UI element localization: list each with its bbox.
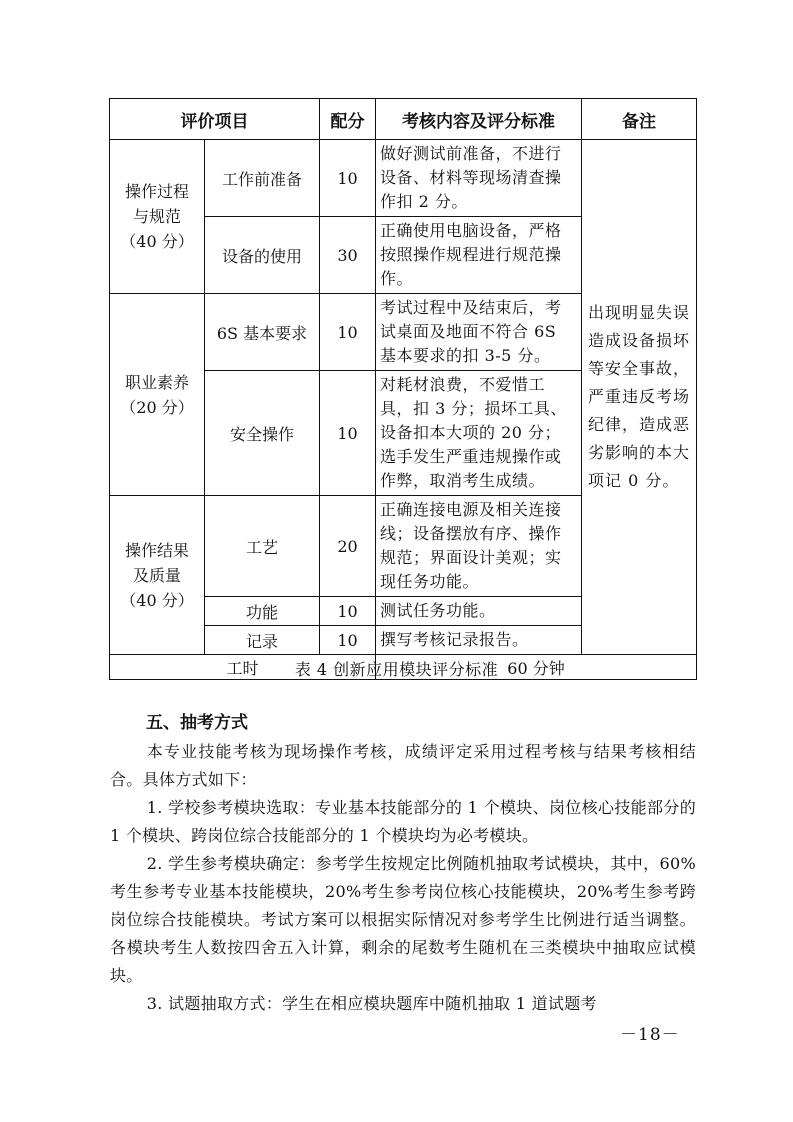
section-title: 五、抽考方式	[146, 713, 248, 733]
header-evaluation-item: 评价项目	[110, 99, 320, 140]
category-line: 与规范	[132, 207, 181, 226]
category-cell	[110, 294, 205, 496]
item-cell: 工艺	[205, 496, 320, 597]
score-cell: 30	[320, 217, 376, 294]
score-cell: 10	[320, 371, 376, 496]
category-line: 及质量	[132, 565, 181, 585]
table-row	[110, 140, 697, 217]
paragraph: 2. 学生参考模块确定：参考学生按规定比例随机抽取考试模块，其中，60%考生参考专业基本技能模块，20%考生参考岗位核心技能模块，20%考生参考跨岗位综合技能模块。考试方案可以根据实际情况对参考学生比例进行适当调整。各模块考生人数按四舍五入计算，剩余的尾数考生随机在三类模块中抽取应试模块。	[110, 854, 696, 985]
page-number: －18－	[620, 1025, 680, 1045]
category-line: （20 分）	[120, 397, 194, 417]
header-note: 备注	[582, 99, 697, 140]
score-cell: 10	[320, 597, 376, 626]
item-cell: 功能	[205, 597, 320, 626]
scoring-table	[109, 98, 697, 680]
category-cell	[110, 140, 205, 294]
score-cell: 10	[320, 294, 376, 371]
header-content: 考核内容及评分标准	[376, 99, 582, 140]
table-caption: 表 4 创新应用模块评分标准	[294, 660, 499, 679]
score-cell: 10	[320, 140, 376, 217]
paragraph: 3. 试题抽取方式：学生在相应模块题库中随机抽取 1 道试题考	[146, 994, 597, 1013]
note-cell: 出现明显失误造成设备损坏等安全事故，严重违反考场纪律，造成恶劣影响的本大项记 0 分。	[582, 140, 697, 655]
work-time-label: 工时	[110, 655, 376, 680]
body-text	[110, 738, 696, 1018]
work-time-value: 60 分钟	[376, 655, 697, 680]
item-cell: 设备的使用	[205, 217, 320, 294]
category-line: 操作过程	[124, 182, 189, 201]
header-score: 配分	[320, 99, 376, 140]
content-cell: 测试任务功能。	[376, 597, 582, 626]
paragraph: 本专业技能考核为现场操作考核，成绩评定采用过程考核与结果考核相结合。具体方式如下：	[110, 742, 696, 789]
item-cell: 6S 基本要求	[205, 294, 320, 371]
content-cell: 对耗材浪费，不爱惜工具，扣 3 分；损坏工具、设备扣本大项的 20 分；选手发生严重违规操作或作弊，取消考生成绩。	[376, 371, 582, 496]
category-line: 操作结果	[124, 540, 189, 560]
item-cell: 工作前准备	[205, 140, 320, 217]
category-line: （40 分）	[120, 590, 194, 610]
item-cell: 记录	[205, 626, 320, 655]
content-cell: 撰写考核记录报告。	[376, 626, 582, 655]
content-cell: 正确使用电脑设备，严格按照操作规程进行规范操作。	[376, 217, 582, 294]
category-line: （40 分）	[120, 232, 194, 251]
score-cell: 20	[320, 496, 376, 597]
score-cell: 10	[320, 626, 376, 655]
paragraph: 1. 学校参考模块选取：专业基本技能部分的 1 个模块、岗位核心技能部分的 1 个模块、跨岗位综合技能部分的 1 个模块均为必考模块。	[110, 798, 696, 845]
content-cell: 正确连接电源及相关连接线；设备摆放有序、操作规范；界面设计美观；实现任务功能。	[376, 496, 582, 597]
category-line: 职业素养	[124, 372, 189, 392]
content-cell: 考试过程中及结束后，考试桌面及地面不符合 6S 基本要求的扣 3-5 分。	[376, 294, 582, 371]
item-cell: 安全操作	[205, 371, 320, 496]
table-header-row	[110, 99, 697, 140]
category-cell	[110, 496, 205, 655]
content-cell: 做好测试前准备，不进行设备、材料等现场清查操作扣 2 分。	[376, 140, 582, 217]
